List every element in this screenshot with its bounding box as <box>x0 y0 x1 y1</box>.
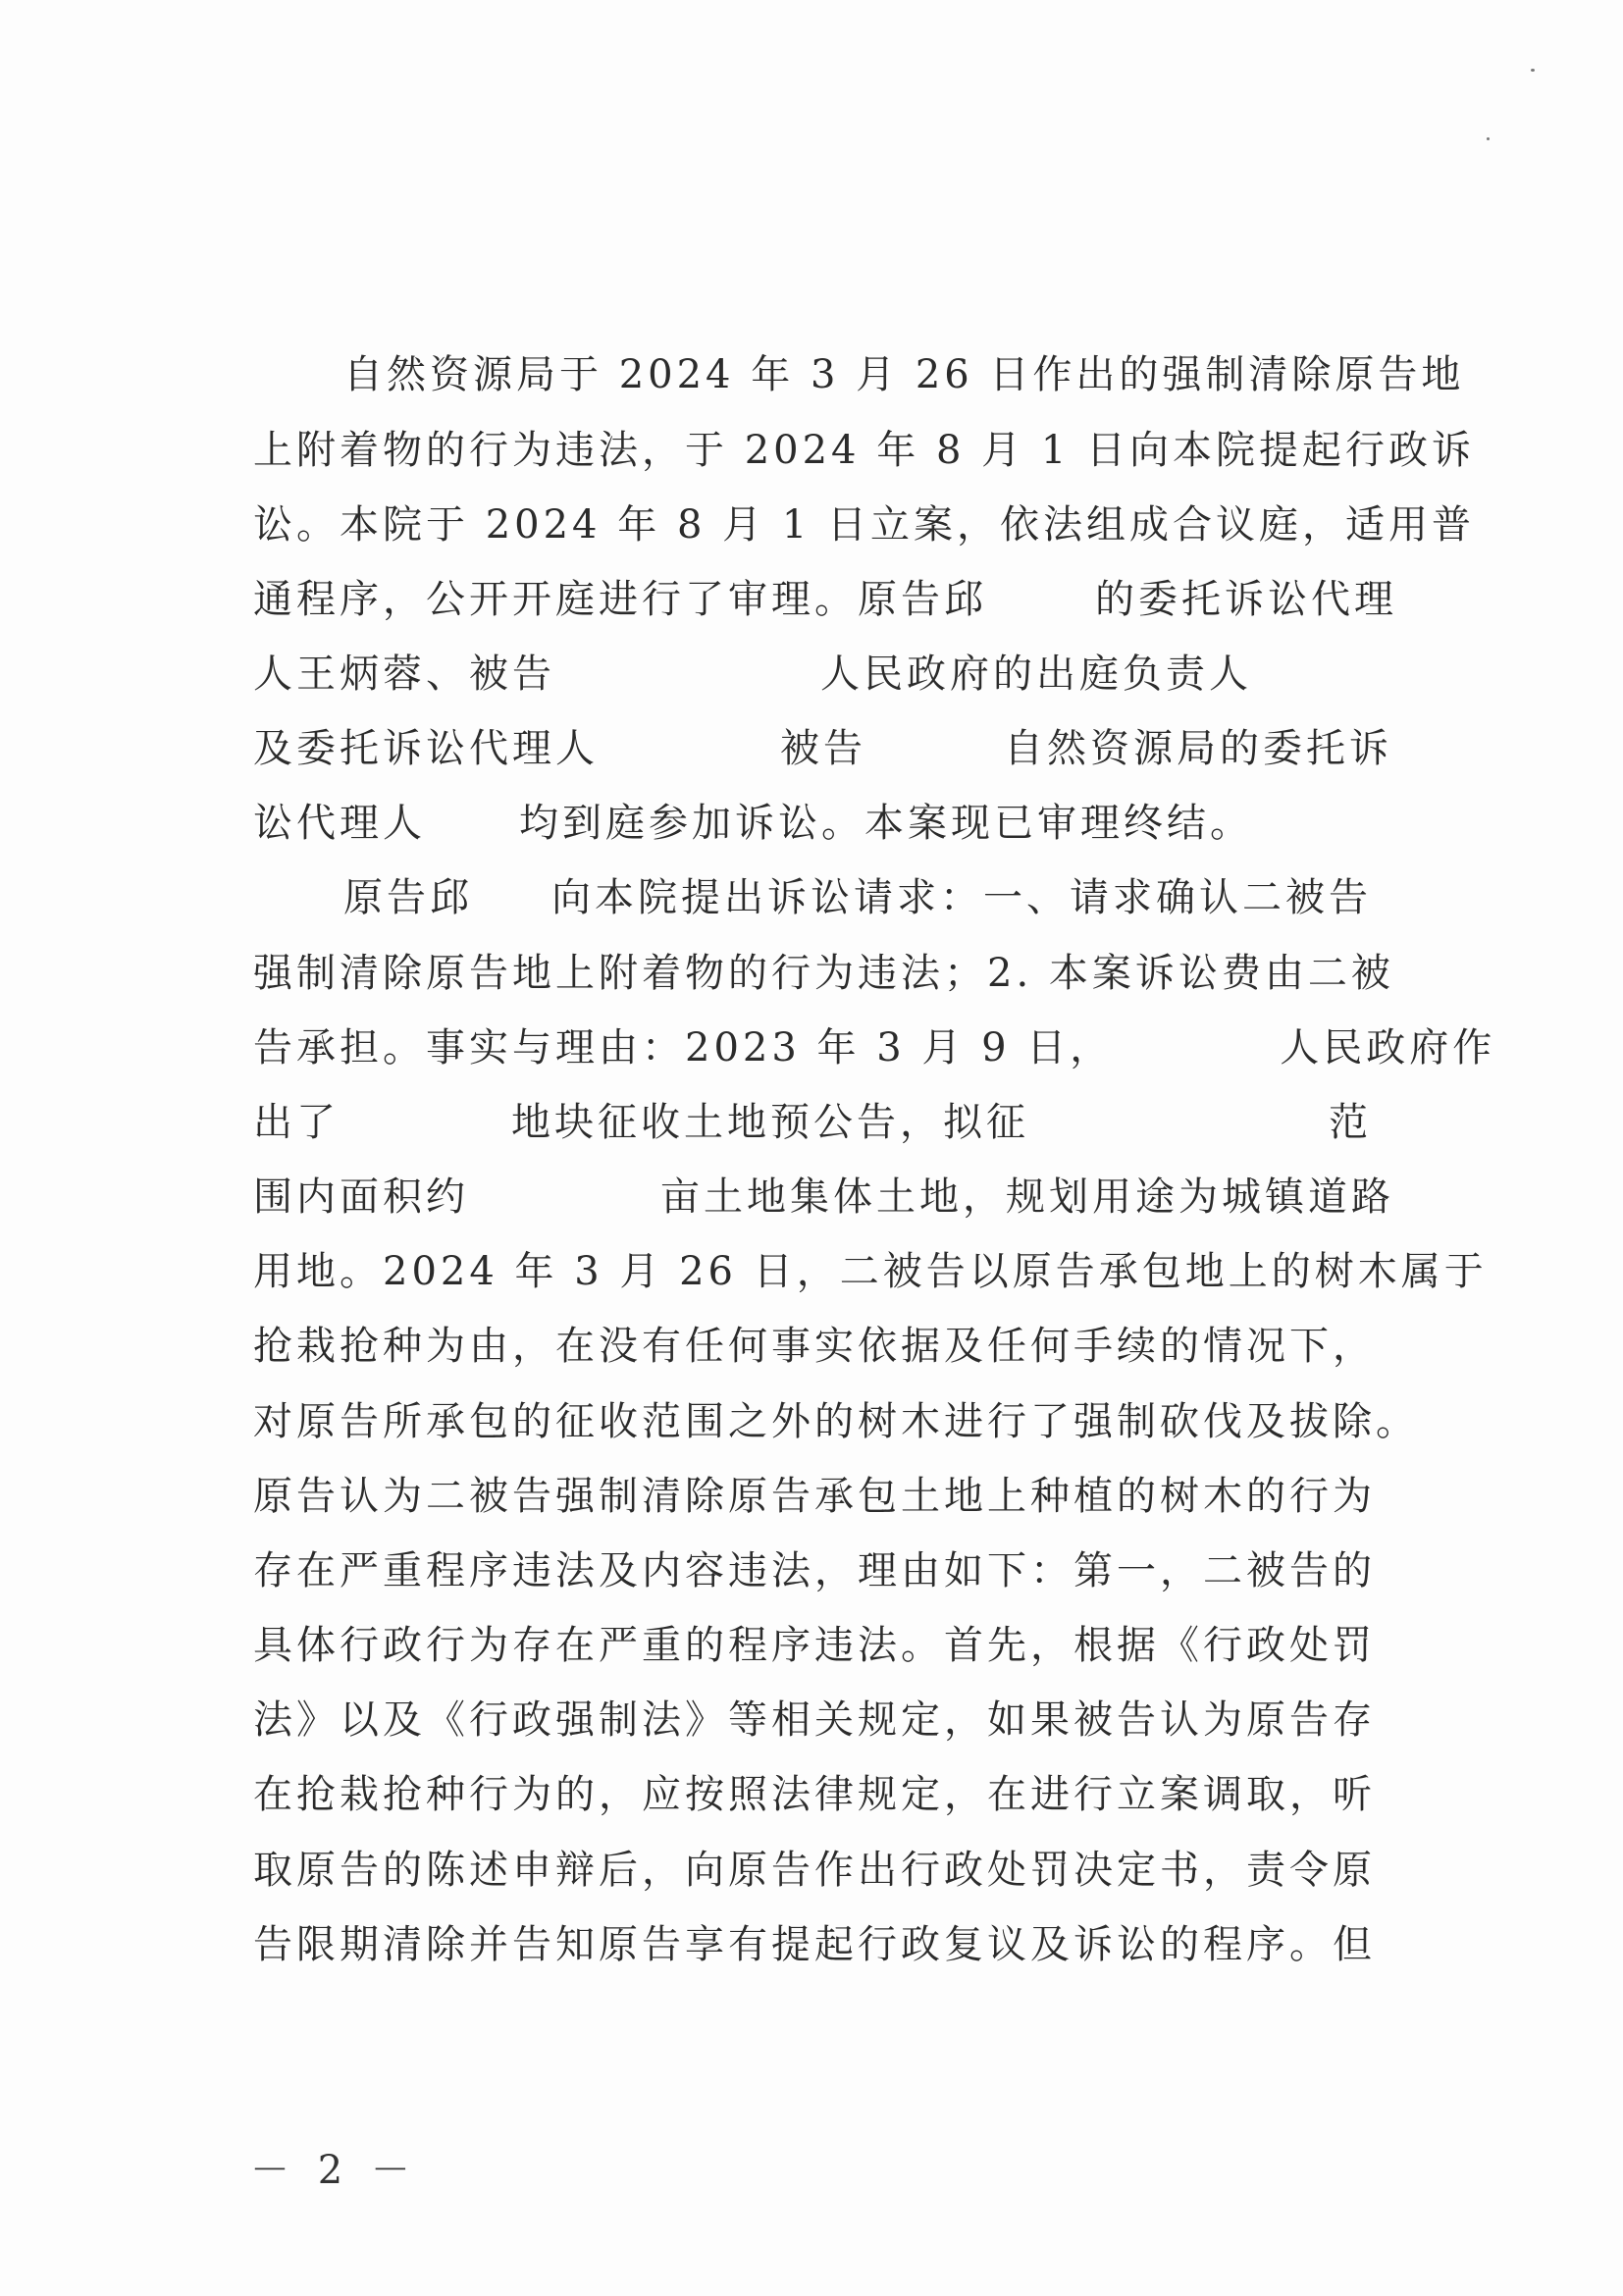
text-segment: 原告邱 <box>343 875 473 920</box>
text-segment: 人民政府的出庭负责人 <box>820 652 1252 697</box>
paragraph-line: 上附着物的行为违法，于 2024 年 8 月 1 日向本院提起行政诉 <box>253 428 1475 473</box>
text-segment: 自然资源局的委托诉 <box>1004 726 1392 771</box>
paragraph-line: 抢栽抢种为由，在没有任何事实依据及任何手续的情况下， <box>253 1324 1376 1369</box>
text-segment: 告承担。事实与理由：2023 年 3 月 9 日， <box>253 1025 1114 1070</box>
text-segment: 均到庭参加诉讼。本案现已审理终结。 <box>519 801 1253 846</box>
text-segment: 向本院提出诉讼请求：一、请求确认二被告 <box>551 875 1372 920</box>
paragraph-line: 用地。2024 年 3 月 26 日，二被告以原告承包地上的树木属于 <box>253 1249 1488 1294</box>
text-segment: 出了 <box>253 1100 340 1145</box>
page-number: － 2 － <box>250 2148 418 2193</box>
paragraph-line: 讼。本院于 2024 年 8 月 1 日立案，依法组成合议庭，适用普 <box>253 502 1475 548</box>
text-segment: 的委托诉讼代理 <box>1095 577 1397 622</box>
text-segment: 亩土地集体土地，规划用途为城镇道路 <box>660 1174 1394 1220</box>
paragraph-line <box>253 563 1411 636</box>
paragraph-line: 原告认为二被告强制清除原告承包土地上种植的树木的行为 <box>253 1474 1376 1519</box>
scan-speck <box>1487 137 1490 140</box>
paragraph-line <box>253 1012 1496 1084</box>
scan-speck <box>1531 69 1535 72</box>
paragraph-line: 法》以及《行政强制法》等相关规定，如果被告认为原告存 <box>253 1697 1376 1743</box>
text-segment: 讼代理人 <box>253 801 426 846</box>
paragraph-line: 告限期清除并告知原告享有提起行政复议及诉讼的程序。但 <box>253 1922 1376 1967</box>
paragraph-line: 强制清除原告地上附着物的行为违法；2. 本案诉讼费由二被 <box>253 951 1394 996</box>
paragraph-line: 存在严重程序违法及内容违法，理由如下：第一，二被告的 <box>253 1548 1376 1593</box>
text-segment: 围内面积约 <box>253 1174 469 1220</box>
paragraph-line <box>253 1161 1411 1233</box>
text-segment: 通程序，公开开庭进行了审理。原告邱 <box>253 577 987 622</box>
text-segment: 人王炳蓉、被告 <box>253 652 555 697</box>
paragraph-line: 取原告的陈述申辩后，向原告作出行政处罚决定书，责令原 <box>253 1848 1376 1893</box>
text-segment: 人民政府作 <box>1280 1025 1496 1070</box>
paragraph-line: 对原告所承包的征收范围之外的树木进行了强制砍伐及拔除。 <box>253 1399 1419 1444</box>
paragraph-line: 在抢栽抢种行为的，应按照法律规定，在进行立案调取，听 <box>253 1772 1376 1817</box>
text-segment: 范 <box>1329 1100 1372 1145</box>
paragraph-line <box>253 1086 1411 1159</box>
paragraph-line <box>253 638 1411 710</box>
paragraph-line <box>253 712 1411 785</box>
paragraph-line: 具体行政行为存在严重的程序违法。首先，根据《行政处罚 <box>253 1623 1376 1668</box>
paragraph-line: 自然资源局于 2024 年 3 月 26 日作出的强制清除原告地 <box>343 352 1465 397</box>
paragraph-line <box>253 787 1411 860</box>
text-segment: 地块征收土地预公告，拟征 <box>511 1100 1029 1145</box>
text-segment: 及委托诉讼代理人 <box>253 726 599 771</box>
text-segment: 被告 <box>780 726 866 771</box>
paragraph-line <box>343 861 1411 934</box>
